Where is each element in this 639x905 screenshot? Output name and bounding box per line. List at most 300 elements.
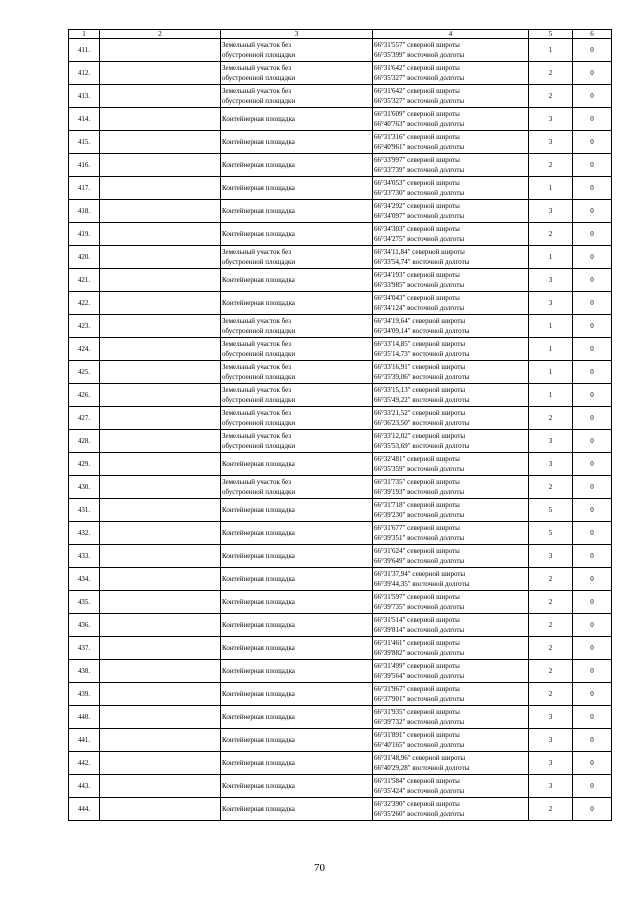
count-col6: 0	[573, 246, 612, 269]
coordinates	[373, 752, 529, 775]
object-type-line1: Земельный участок без	[222, 363, 292, 371]
longitude: 66°34'09,14" восточной долготы	[374, 327, 470, 335]
row-col2	[100, 361, 221, 384]
row-number: 443.	[69, 775, 100, 798]
latitude: 66°33'12,02" северной широты	[374, 432, 466, 440]
object-type	[221, 384, 373, 407]
latitude: 66°34'043" северной широты	[374, 294, 460, 302]
object-type-line1: Контейнерная площадка	[222, 207, 295, 215]
longitude: 66°35'424" восточной долготы	[374, 787, 465, 795]
header-row	[69, 30, 612, 39]
count-col6: 0	[573, 315, 612, 338]
object-type-line1: Контейнерная площадка	[222, 690, 295, 698]
coordinates	[373, 545, 529, 568]
count-col5: 1	[529, 315, 573, 338]
latitude: 66°31'642" северной широты	[374, 64, 460, 72]
longitude: 66°39'649" восточной долготы	[374, 557, 465, 565]
latitude: 66°32'390" северной широты	[374, 800, 460, 808]
row-col2	[100, 315, 221, 338]
object-type-line1: Контейнерная площадка	[222, 667, 295, 675]
count-col6: 0	[573, 361, 612, 384]
data-table	[68, 29, 612, 821]
row-col2	[100, 752, 221, 775]
table-header	[69, 30, 612, 39]
count-col5: 2	[529, 660, 573, 683]
latitude: 66°31'597" северной широты	[374, 593, 460, 601]
object-type	[221, 39, 373, 62]
longitude: 66°34'275" восточной долготы	[374, 235, 465, 243]
longitude: 66°39'735" восточной долготы	[374, 603, 465, 611]
count-col6: 0	[573, 384, 612, 407]
longitude: 66°33'985" восточной долготы	[374, 281, 465, 289]
row-col2	[100, 798, 221, 821]
longitude: 66°39'882" восточной долготы	[374, 649, 465, 657]
object-type	[221, 177, 373, 200]
count-col5: 2	[529, 62, 573, 85]
count-col5: 2	[529, 407, 573, 430]
count-col6: 0	[573, 269, 612, 292]
count-col6: 0	[573, 131, 612, 154]
coordinates	[373, 614, 529, 637]
count-col5: 3	[529, 752, 573, 775]
coordinates	[373, 637, 529, 660]
row-col2	[100, 591, 221, 614]
row-number: 426.	[69, 384, 100, 407]
longitude: 66°39'732" восточной долготы	[374, 718, 465, 726]
table-row	[69, 177, 612, 200]
count-col5: 3	[529, 108, 573, 131]
object-type-line1: Контейнерная площадка	[222, 115, 295, 123]
object-type-line1: Контейнерная площадка	[222, 184, 295, 192]
count-col6: 0	[573, 39, 612, 62]
row-number: 433.	[69, 545, 100, 568]
object-type-line1: Контейнерная площадка	[222, 506, 295, 514]
row-number: 413.	[69, 85, 100, 108]
coordinates	[373, 591, 529, 614]
longitude: 66°35'359" восточной долготы	[374, 465, 465, 473]
latitude: 66°34'303" северной широты	[374, 225, 460, 233]
object-type-line1: Контейнерная площадка	[222, 460, 295, 468]
object-type-line2: обустроенной площадки	[222, 373, 296, 381]
object-type	[221, 683, 373, 706]
object-type	[221, 315, 373, 338]
object-type	[221, 407, 373, 430]
object-type-line1: Контейнерная площадка	[222, 276, 295, 284]
count-col5: 3	[529, 269, 573, 292]
count-col5: 2	[529, 154, 573, 177]
object-type-line2: обустроенной площадки	[222, 327, 296, 335]
longitude: 66°35'399" восточной долготы	[374, 51, 465, 59]
longitude: 66°35'49,22" восточной долготы	[374, 396, 470, 404]
table-row	[69, 752, 612, 775]
object-type-line1: Контейнерная площадка	[222, 644, 295, 652]
row-number: 423.	[69, 315, 100, 338]
longitude: 66°39'193" восточной долготы	[374, 488, 465, 496]
table-row	[69, 430, 612, 453]
count-col6: 0	[573, 338, 612, 361]
count-col6: 0	[573, 522, 612, 545]
row-number: 427.	[69, 407, 100, 430]
count-col6: 0	[573, 223, 612, 246]
count-col6: 0	[573, 476, 612, 499]
object-type-line1: Земельный участок без	[222, 248, 292, 256]
latitude: 66°31'48,96" северной широты	[374, 754, 466, 762]
coordinates	[373, 499, 529, 522]
row-col2	[100, 637, 221, 660]
object-type	[221, 798, 373, 821]
longitude: 66°39'230" восточной долготы	[374, 511, 465, 519]
table-row	[69, 361, 612, 384]
longitude: 66°39'351" восточной долготы	[374, 534, 465, 542]
row-col2	[100, 223, 221, 246]
row-col2	[100, 338, 221, 361]
row-number: 418.	[69, 200, 100, 223]
object-type	[221, 729, 373, 752]
row-number: 425.	[69, 361, 100, 384]
table-row	[69, 568, 612, 591]
row-number: 434.	[69, 568, 100, 591]
row-number: 442.	[69, 752, 100, 775]
latitude: 66°31'935" северной широты	[374, 708, 460, 716]
table-row	[69, 200, 612, 223]
coordinates	[373, 683, 529, 706]
row-number: 429.	[69, 453, 100, 476]
row-col2	[100, 177, 221, 200]
row-number: 436.	[69, 614, 100, 637]
table-row	[69, 683, 612, 706]
coordinates	[373, 430, 529, 453]
longitude: 66°35'14,73" восточной долготы	[374, 350, 470, 358]
row-number: 441.	[69, 729, 100, 752]
table-row	[69, 39, 612, 62]
count-col6: 0	[573, 637, 612, 660]
header-cell-2: 2	[100, 30, 221, 39]
object-type-line1: Контейнерная площадка	[222, 759, 295, 767]
object-type	[221, 591, 373, 614]
object-type-line1: Земельный участок без	[222, 317, 292, 325]
latitude: 66°31'514" северной широты	[374, 616, 460, 624]
count-col5: 2	[529, 568, 573, 591]
longitude: 66°35'53,69" восточной долготы	[374, 442, 470, 450]
row-number: 415.	[69, 131, 100, 154]
latitude: 66°31'735" северной широты	[374, 478, 460, 486]
object-type-line1: Контейнерная площадка	[222, 161, 295, 169]
row-number: 422.	[69, 292, 100, 315]
count-col6: 0	[573, 200, 612, 223]
object-type	[221, 499, 373, 522]
row-col2	[100, 269, 221, 292]
table-row	[69, 108, 612, 131]
table-row	[69, 154, 612, 177]
longitude: 66°39'564" восточной долготы	[374, 672, 465, 680]
object-type-line1: Земельный участок без	[222, 41, 292, 49]
count-col5: 1	[529, 384, 573, 407]
table-row	[69, 85, 612, 108]
coordinates	[373, 476, 529, 499]
latitude: 66°31'677" северной широты	[374, 524, 460, 532]
row-number: 440.	[69, 706, 100, 729]
row-number: 419.	[69, 223, 100, 246]
longitude: 66°37'901" восточной долготы	[374, 695, 465, 703]
object-type-line1: Земельный участок без	[222, 64, 292, 72]
latitude: 66°31'624" северной широты	[374, 547, 460, 555]
table-row	[69, 315, 612, 338]
latitude: 66°31'584" северной широты	[374, 777, 460, 785]
object-type-line1: Контейнерная площадка	[222, 552, 295, 560]
row-number: 416.	[69, 154, 100, 177]
table-row	[69, 798, 612, 821]
latitude: 66°33'21,52" северной широты	[374, 409, 466, 417]
count-col6: 0	[573, 752, 612, 775]
count-col5: 1	[529, 361, 573, 384]
coordinates	[373, 338, 529, 361]
table-row	[69, 131, 612, 154]
count-col5: 2	[529, 637, 573, 660]
count-col6: 0	[573, 62, 612, 85]
longitude: 66°36'23,50" восточной долготы	[374, 419, 470, 427]
latitude: 66°34'11,84" северной широты	[374, 248, 465, 256]
object-type	[221, 108, 373, 131]
object-type	[221, 154, 373, 177]
object-type	[221, 660, 373, 683]
count-col6: 0	[573, 614, 612, 637]
coordinates	[373, 660, 529, 683]
coordinates	[373, 729, 529, 752]
object-type	[221, 752, 373, 775]
count-col6: 0	[573, 292, 612, 315]
object-type-line1: Контейнерная площадка	[222, 230, 295, 238]
longitude: 66°39'44,35" восточной долготы	[374, 580, 470, 588]
object-type	[221, 361, 373, 384]
row-col2	[100, 200, 221, 223]
object-type	[221, 292, 373, 315]
row-col2	[100, 39, 221, 62]
object-type	[221, 430, 373, 453]
longitude: 66°35'39,06" восточной долготы	[374, 373, 470, 381]
longitude: 66°33'739" восточной долготы	[374, 166, 465, 174]
table-row	[69, 62, 612, 85]
count-col5: 5	[529, 499, 573, 522]
latitude: 66°31'609" северной широты	[374, 110, 460, 118]
object-type	[221, 246, 373, 269]
coordinates	[373, 154, 529, 177]
count-col5: 3	[529, 729, 573, 752]
latitude: 66°31'967" северной широты	[374, 685, 460, 693]
object-type-line2: обустроенной площадки	[222, 74, 296, 82]
longitude: 66°40'29,28" восточной долготы	[374, 764, 470, 772]
object-type-line1: Земельный участок без	[222, 409, 292, 417]
object-type	[221, 706, 373, 729]
row-col2	[100, 545, 221, 568]
table-row	[69, 614, 612, 637]
count-col5: 5	[529, 522, 573, 545]
row-col2	[100, 108, 221, 131]
count-col6: 0	[573, 108, 612, 131]
row-col2	[100, 660, 221, 683]
count-col6: 0	[573, 706, 612, 729]
count-col5: 1	[529, 177, 573, 200]
longitude: 66°35'327" восточной долготы	[374, 74, 465, 82]
row-col2	[100, 407, 221, 430]
object-type-line2: обустроенной площадки	[222, 350, 296, 358]
row-number: 412.	[69, 62, 100, 85]
object-type-line1: Контейнерная площадка	[222, 529, 295, 537]
coordinates	[373, 108, 529, 131]
latitude: 66°34'193" северной широты	[374, 271, 460, 279]
row-number: 411.	[69, 39, 100, 62]
row-number: 430.	[69, 476, 100, 499]
row-number: 431.	[69, 499, 100, 522]
coordinates	[373, 568, 529, 591]
coordinates	[373, 269, 529, 292]
row-number: 439.	[69, 683, 100, 706]
count-col6: 0	[573, 775, 612, 798]
table-row	[69, 637, 612, 660]
longitude: 66°34'097" восточной долготы	[374, 212, 465, 220]
table-row	[69, 660, 612, 683]
row-number: 432.	[69, 522, 100, 545]
row-col2	[100, 85, 221, 108]
count-col5: 3	[529, 131, 573, 154]
object-type-line1: Земельный участок без	[222, 432, 292, 440]
coordinates	[373, 315, 529, 338]
object-type-line1: Контейнерная площадка	[222, 713, 295, 721]
coordinates	[373, 200, 529, 223]
row-col2	[100, 292, 221, 315]
row-col2	[100, 775, 221, 798]
object-type	[221, 522, 373, 545]
coordinates	[373, 39, 529, 62]
row-number: 438.	[69, 660, 100, 683]
row-col2	[100, 706, 221, 729]
coordinates	[373, 361, 529, 384]
table-row	[69, 499, 612, 522]
row-col2	[100, 499, 221, 522]
coordinates	[373, 223, 529, 246]
coordinates	[373, 798, 529, 821]
coordinates	[373, 246, 529, 269]
object-type	[221, 568, 373, 591]
object-type	[221, 775, 373, 798]
row-number: 428.	[69, 430, 100, 453]
row-number: 424.	[69, 338, 100, 361]
object-type	[221, 545, 373, 568]
table-row	[69, 338, 612, 361]
latitude: 66°31'557" северной широты	[374, 41, 460, 49]
coordinates	[373, 453, 529, 476]
longitude: 66°40'763" восточной долготы	[374, 120, 465, 128]
coordinates	[373, 775, 529, 798]
row-col2	[100, 683, 221, 706]
coordinates	[373, 384, 529, 407]
count-col5: 3	[529, 430, 573, 453]
object-type-line1: Контейнерная площадка	[222, 138, 295, 146]
row-number: 421.	[69, 269, 100, 292]
count-col6: 0	[573, 660, 612, 683]
count-col6: 0	[573, 154, 612, 177]
latitude: 66°33'997" северной широты	[374, 156, 460, 164]
row-col2	[100, 453, 221, 476]
longitude: 66°34'124" восточной долготы	[374, 304, 465, 312]
table-row	[69, 384, 612, 407]
table-row	[69, 246, 612, 269]
object-type	[221, 200, 373, 223]
row-number: 444.	[69, 798, 100, 821]
row-col2	[100, 62, 221, 85]
object-type-line2: обустроенной площадки	[222, 419, 296, 427]
count-col5: 3	[529, 453, 573, 476]
object-type-line1: Земельный участок без	[222, 386, 292, 394]
object-type	[221, 614, 373, 637]
longitude: 66°39'814" восточной долготы	[374, 626, 465, 634]
row-col2	[100, 568, 221, 591]
count-col6: 0	[573, 499, 612, 522]
count-col5: 2	[529, 798, 573, 821]
coordinates	[373, 407, 529, 430]
count-col6: 0	[573, 407, 612, 430]
row-col2	[100, 154, 221, 177]
count-col6: 0	[573, 568, 612, 591]
count-col6: 0	[573, 683, 612, 706]
row-number: 414.	[69, 108, 100, 131]
latitude: 66°34'292" северной широты	[374, 202, 460, 210]
count-col6: 0	[573, 85, 612, 108]
longitude: 66°35'260" восточной долготы	[374, 810, 465, 818]
object-type	[221, 637, 373, 660]
latitude: 66°33'15,13" северной широты	[374, 386, 466, 394]
table-row	[69, 292, 612, 315]
count-col5: 2	[529, 223, 573, 246]
latitude: 66°34'19,64" северной широты	[374, 317, 466, 325]
row-col2	[100, 246, 221, 269]
row-col2	[100, 476, 221, 499]
count-col5: 2	[529, 614, 573, 637]
table-row	[69, 476, 612, 499]
object-type	[221, 223, 373, 246]
latitude: 66°31'461" северной широты	[374, 639, 460, 647]
object-type-line1: Контейнерная площадка	[222, 805, 295, 813]
row-col2	[100, 522, 221, 545]
object-type-line2: обустроенной площадки	[222, 258, 296, 266]
coordinates	[373, 522, 529, 545]
table-row	[69, 706, 612, 729]
count-col6: 0	[573, 177, 612, 200]
object-type	[221, 476, 373, 499]
object-type-line2: обустроенной площадки	[222, 396, 296, 404]
object-type	[221, 62, 373, 85]
table-row	[69, 407, 612, 430]
latitude: 66°32'481" северной широты	[374, 455, 460, 463]
count-col6: 0	[573, 591, 612, 614]
row-col2	[100, 430, 221, 453]
longitude: 66°35'327" восточной долготы	[374, 97, 465, 105]
object-type	[221, 131, 373, 154]
table-row	[69, 545, 612, 568]
longitude: 66°40'961" восточной долготы	[374, 143, 465, 151]
table-body	[69, 39, 612, 821]
row-col2	[100, 729, 221, 752]
row-col2	[100, 614, 221, 637]
count-col5: 2	[529, 85, 573, 108]
header-cell-4: 4	[373, 30, 529, 39]
header-cell-1: 1	[69, 30, 100, 39]
table-row	[69, 522, 612, 545]
coordinates	[373, 292, 529, 315]
latitude: 66°31'316" северной широты	[374, 133, 460, 141]
object-type-line1: Контейнерная площадка	[222, 575, 295, 583]
latitude: 66°31'891" северной широты	[374, 731, 460, 739]
latitude: 66°33'14,85" северной широты	[374, 340, 466, 348]
